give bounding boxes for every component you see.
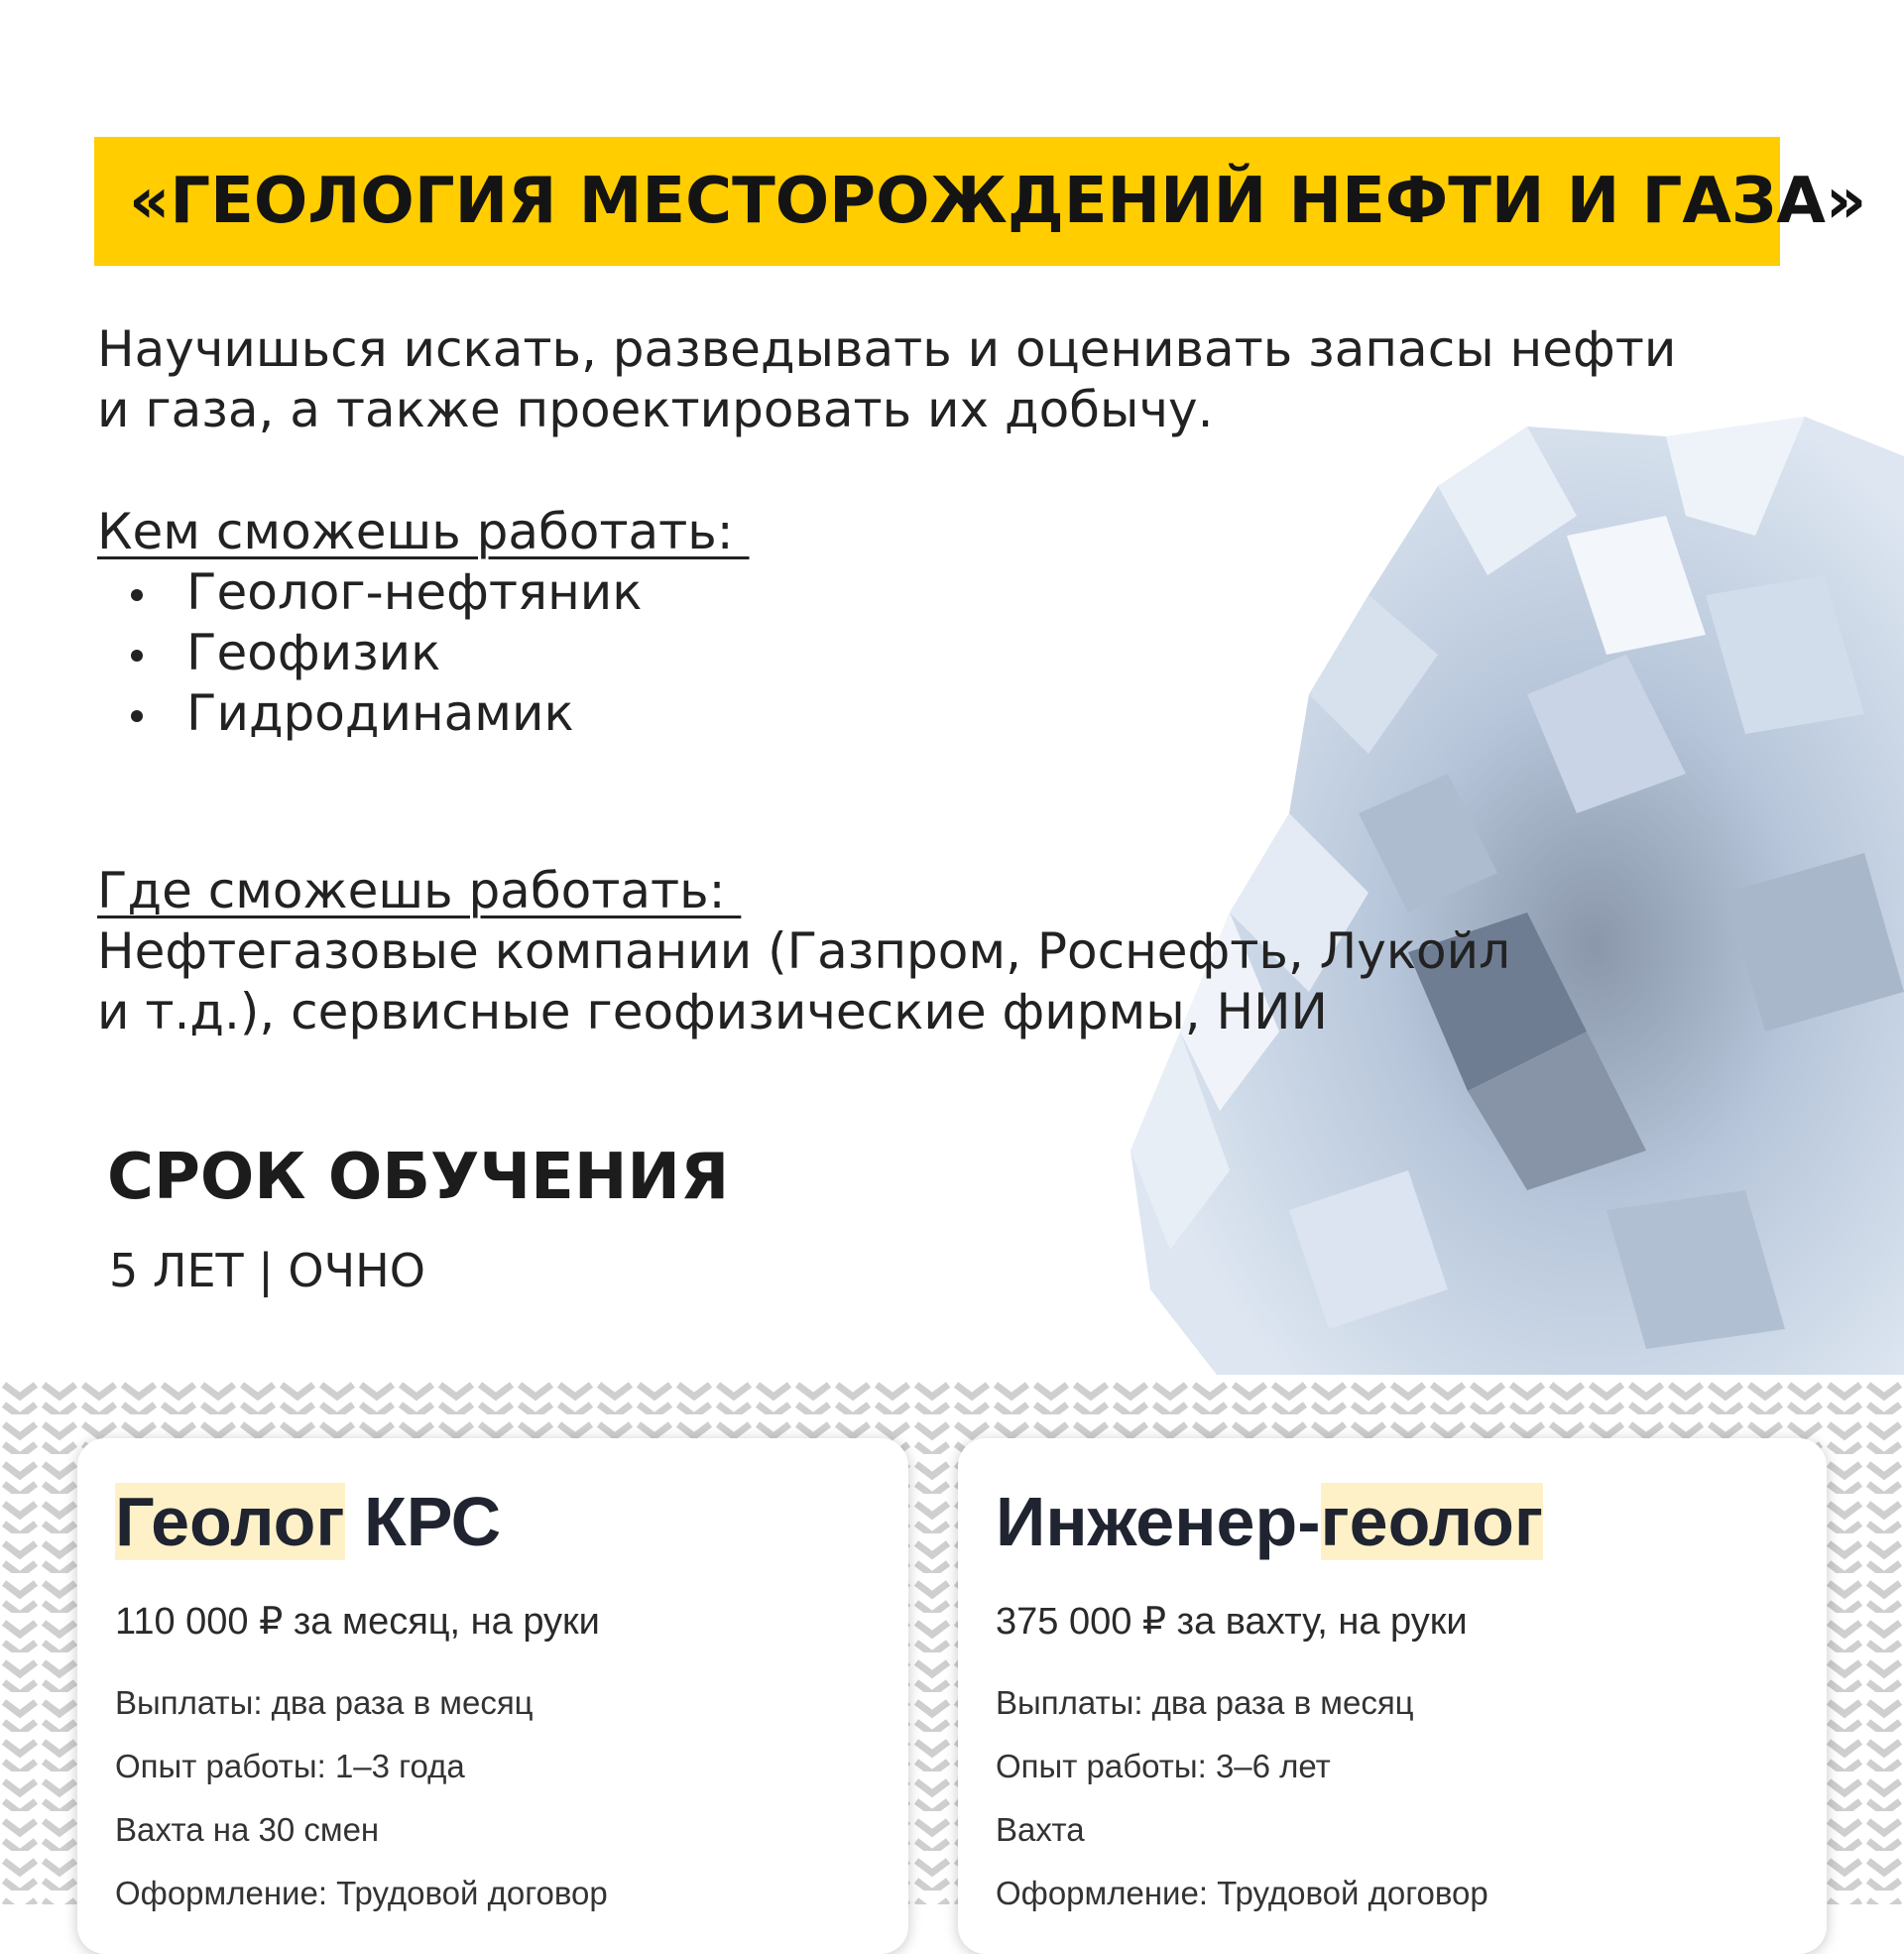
title-highlight: геолог	[1320, 1483, 1544, 1560]
careers-section	[97, 502, 750, 744]
employers-section	[97, 861, 1783, 1042]
list-item	[131, 683, 750, 744]
intro-line-2: и газа, а также проектировать их добычу.	[97, 381, 1214, 438]
bullet-icon	[131, 710, 143, 722]
vacancy-schedule: Вахта на 30 смен	[115, 1811, 380, 1848]
employers-line-1: Нефтегазовые компании (Газпром, Роснефть, Лукойл	[97, 922, 1511, 980]
bullet-icon	[131, 589, 143, 601]
career-label: Геофизик	[186, 624, 441, 681]
vacancy-payments: Выплаты: два раза в месяц	[996, 1684, 1414, 1721]
vacancy-contract: Оформление: Трудовой договор	[115, 1875, 608, 1911]
vacancy-experience: Опыт работы: 1–3 года	[115, 1748, 465, 1784]
title-highlight: Геолог	[115, 1483, 345, 1560]
vacancy-schedule: Вахта	[996, 1811, 1085, 1848]
vacancy-title	[115, 1482, 501, 1561]
career-label: Геолог-нефтяник	[186, 563, 643, 621]
vacancy-experience: Опыт работы: 3–6 лет	[996, 1748, 1331, 1784]
vacancy-salary: 110 000 ₽ за месяц, на руки	[115, 1601, 600, 1643]
intro-text	[97, 319, 1843, 440]
employers-heading: Где сможешь работать:	[97, 862, 742, 919]
career-label: Гидродинамик	[186, 684, 574, 742]
vacancy-payments: Выплаты: два раза в месяц	[115, 1684, 534, 1721]
title-plain: Инженер-	[996, 1483, 1321, 1560]
study-term-title: СРОК ОБУЧЕНИЯ	[107, 1141, 730, 1214]
vacancy-card-geologist	[77, 1438, 908, 1954]
vacancy-contract: Оформление: Трудовой договор	[996, 1875, 1488, 1911]
vacancy-salary: 375 000 ₽ за вахту, на руки	[996, 1601, 1468, 1643]
list-item	[131, 562, 750, 623]
page-title: «ГЕОЛОГИЯ МЕСТОРОЖДЕНИЙ НЕФТИ И ГАЗА»	[129, 165, 1867, 238]
title-rest: КРС	[344, 1483, 502, 1560]
careers-list	[97, 562, 750, 744]
careers-heading: Кем сможешь работать:	[97, 503, 750, 560]
title-banner	[94, 137, 1867, 266]
bullet-icon	[131, 650, 143, 662]
list-item	[131, 623, 750, 683]
study-term-value: 5 ЛЕТ | ОЧНО	[109, 1244, 425, 1297]
employers-line-2: и т.д.), сервисные геофизические фирмы, НИИ	[97, 983, 1328, 1040]
intro-line-1: Научишься искать, разведывать и оценивать запасы нефти	[97, 320, 1677, 378]
vacancy-title	[996, 1482, 1543, 1561]
vacancy-card-engineer-geologist	[958, 1438, 1827, 1954]
